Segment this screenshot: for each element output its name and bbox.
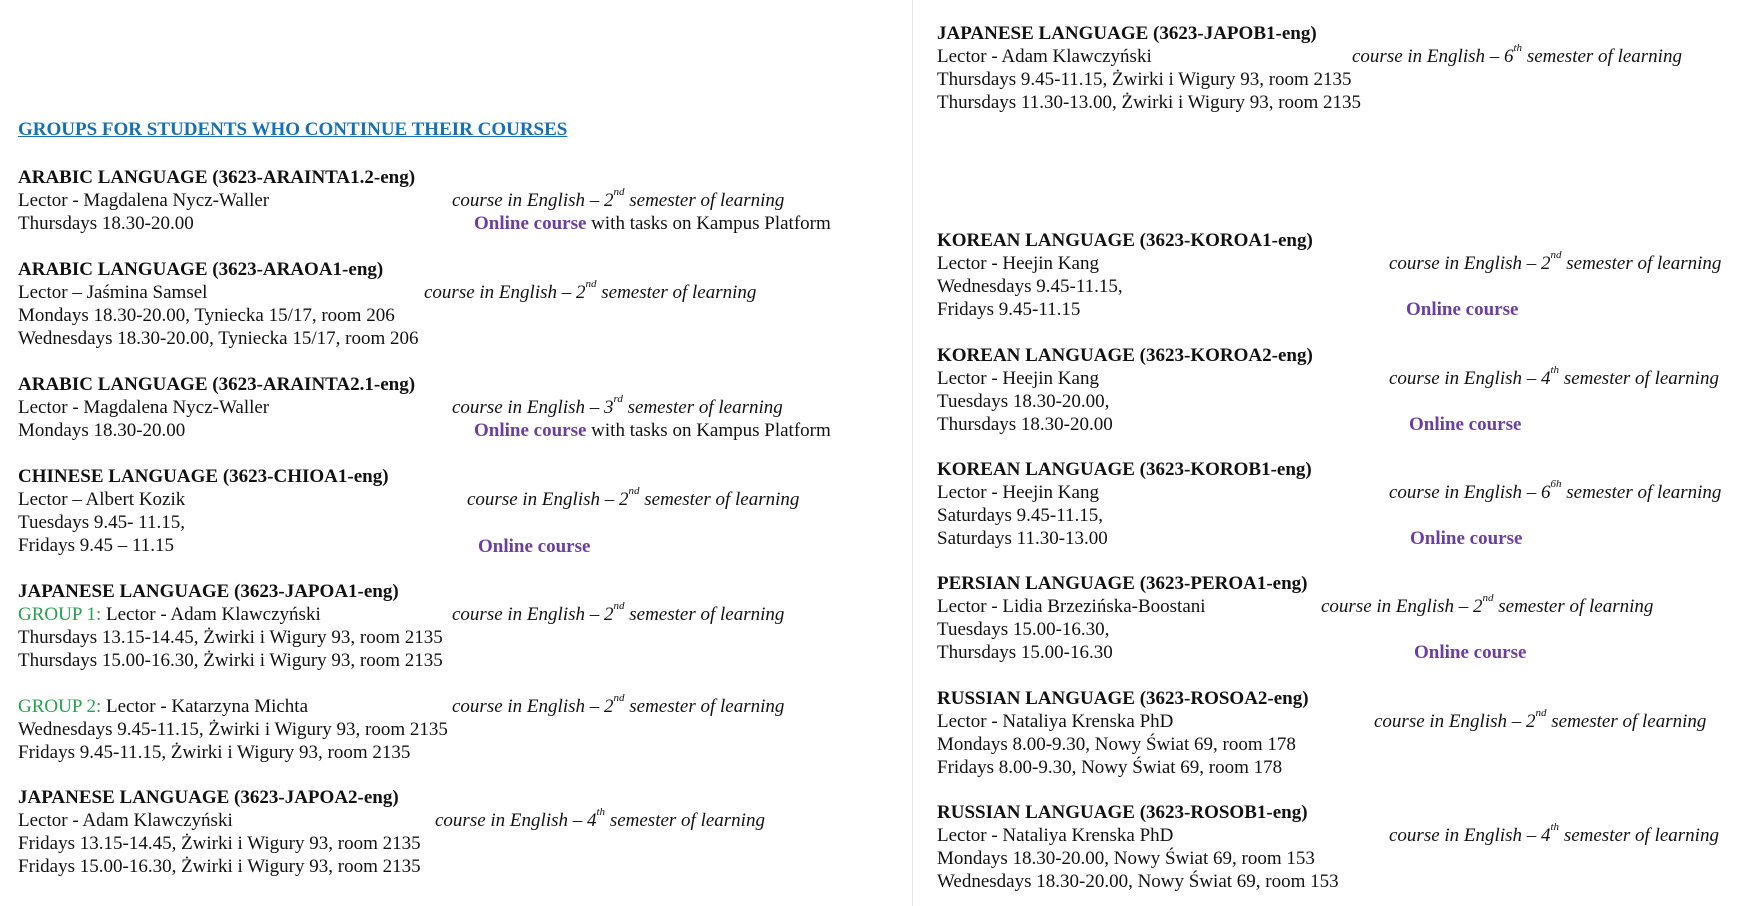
course-info: course in English – 6th semester of learning — [1352, 42, 1682, 67]
column-divider — [912, 0, 913, 906]
schedule-line: Fridays 9.45 – 11.15 — [18, 535, 175, 556]
schedule-line: Thursdays 9.45-11.15, Żwirki i Wigury 93, room 2135 — [937, 69, 1352, 90]
course-title: JAPANESE LANGUAGE (3623-JAPOA1-eng) — [18, 581, 399, 602]
course-title: KOREAN LANGUAGE (3623-KOROA2-eng) — [937, 345, 1313, 366]
course-info: course in English – 4th semester of learning — [1389, 821, 1719, 846]
course-info: course in English – 2nd semester of learning — [452, 692, 785, 717]
lector: Lector - Heejin Kang — [937, 368, 1099, 389]
lector: Lector – Albert Kozik — [18, 489, 186, 510]
lector: Lector - Magdalena Nycz-Waller — [18, 397, 270, 418]
group-2-lector: GROUP 2: Lector - Katarzyna Michta — [18, 696, 309, 717]
lector: Lector – Jaśmina Samsel — [18, 282, 208, 303]
schedule-line: Wednesdays 9.45-11.15, Żwirki i Wigury 93, room 2135 — [18, 719, 448, 740]
lector: Lector - Magdalena Nycz-Waller — [18, 190, 270, 211]
schedule-line: Mondays 8.00-9.30, Nowy Świat 69, room 178 — [937, 734, 1296, 755]
course-title: JAPANESE LANGUAGE (3623-JAPOA2-eng) — [18, 787, 399, 808]
schedule-line: Fridays 9.45-11.15, Żwirki i Wigury 93, room 2135 — [18, 742, 411, 763]
schedule-line: Wednesdays 18.30-20.00, Tyniecka 15/17, room 206 — [18, 328, 419, 349]
course-title: RUSSIAN LANGUAGE (3623-ROSOA2-eng) — [937, 688, 1309, 709]
schedule-line: Mondays 18.30-20.00 — [18, 420, 186, 441]
course-info: course in English – 2nd semester of learning — [1321, 592, 1654, 617]
course-title: JAPANESE LANGUAGE (3623-JAPOB1-eng) — [937, 23, 1317, 44]
schedule-line: Fridays 15.00-16.30, Żwirki i Wigury 93, room 2135 — [18, 856, 421, 877]
lector: Lector - Nataliya Krenska PhD — [937, 711, 1174, 732]
lector: Lector - Adam Klawczyński — [937, 46, 1152, 67]
schedule-line: Thursdays 13.15-14.45, Żwirki i Wigury 93, room 2135 — [18, 627, 443, 648]
course-title: KOREAN LANGUAGE (3623-KOROB1-eng) — [937, 459, 1312, 480]
course-info: course in English – 4th semester of learning — [435, 806, 765, 831]
course-info: course in English – 3rd semester of learning — [452, 393, 783, 418]
lector: Lector - Heejin Kang — [937, 253, 1099, 274]
course-title: CHINESE LANGUAGE (3623-CHIOA1-eng) — [18, 466, 389, 487]
online-note: Online course with tasks on Kampus Platform — [474, 420, 831, 441]
schedule-line: Thursdays 18.30-20.00 — [937, 414, 1113, 435]
lector: Lector - Adam Klawczyński — [18, 810, 233, 831]
course-title: ARABIC LANGUAGE (3623-ARAINTA2.1-eng) — [18, 374, 416, 395]
course-info: course in English – 4th semester of learning — [1389, 364, 1719, 389]
course-info: course in English – 2nd semester of learning — [467, 485, 800, 510]
online-note: Online course — [1410, 528, 1523, 549]
lector: Lector - Nataliya Krenska PhD — [937, 825, 1174, 846]
course-title: RUSSIAN LANGUAGE (3623-ROSOB1-eng) — [937, 802, 1308, 823]
schedule-line: Fridays 8.00-9.30, Nowy Świat 69, room 178 — [937, 757, 1283, 778]
course-info: course in English – $6^{6h}$ semester of learning — [1389, 478, 1722, 503]
schedule-line: Tuesdays 15.00-16.30, — [937, 619, 1110, 640]
course-info: course in English – 2nd semester of learning — [1374, 707, 1707, 732]
schedule-line: Fridays 9.45-11.15 — [937, 299, 1081, 320]
schedule-line: Wednesdays 18.30-20.00, Nowy Świat 69, room 153 — [937, 871, 1339, 892]
online-note: Online course — [478, 536, 591, 557]
schedule-line: Wednesdays 9.45-11.15, — [937, 276, 1123, 297]
online-note: Online course with tasks on Kampus Platform — [474, 213, 831, 234]
schedule-line: Mondays 18.30-20.00, Tyniecka 15/17, room 206 — [18, 305, 395, 326]
schedule-line: Tuesdays 18.30-20.00, — [937, 391, 1110, 412]
online-note: Online course — [1406, 299, 1519, 320]
schedule-line: Thursdays 11.30-13.00, Żwirki i Wigury 93, room 2135 — [937, 92, 1362, 113]
schedule-line: Mondays 18.30-20.00, Nowy Świat 69, room 153 — [937, 848, 1315, 869]
course-title: KOREAN LANGUAGE (3623-KOROA1-eng) — [937, 230, 1313, 251]
course-title: PERSIAN LANGUAGE (3623-PEROA1-eng) — [937, 573, 1308, 594]
schedule-line: Saturdays 9.45-11.15, — [937, 505, 1104, 526]
schedule-line: Tuesdays 9.45- 11.15, — [18, 512, 185, 533]
schedule-line: Thursdays 15.00-16.30, Żwirki i Wigury 93, room 2135 — [18, 650, 443, 671]
group-1-lector: GROUP 1: Lector - Adam Klawczyński — [18, 604, 321, 625]
section-heading: GROUPS FOR STUDENTS WHO CONTINUE THEIR COURSES — [18, 119, 568, 140]
schedule-line: Thursdays 15.00-16.30 — [937, 642, 1113, 663]
schedule-line: Saturdays 11.30-13.00 — [937, 528, 1108, 549]
course-info: course in English – 2nd semester of learning — [424, 278, 757, 303]
course-title: ARABIC LANGUAGE (3623-ARAINTA1.2-eng) — [18, 167, 416, 188]
course-info: course in English – 2nd semester of learning — [1389, 249, 1722, 274]
lector: Lector - Heejin Kang — [937, 482, 1099, 503]
online-note: Online course — [1409, 414, 1522, 435]
lector: Lector - Lidia Brzezińska-Boostani — [937, 596, 1206, 617]
course-title: ARABIC LANGUAGE (3623-ARAOA1-eng) — [18, 259, 384, 280]
course-info: course in English – 2nd semester of learning — [452, 600, 785, 625]
course-info: course in English – 2nd semester of learning — [452, 186, 785, 211]
online-note: Online course — [1414, 642, 1527, 663]
schedule-line: Thursdays 18.30-20.00 — [18, 213, 194, 234]
schedule-line: Fridays 13.15-14.45, Żwirki i Wigury 93, room 2135 — [18, 833, 421, 854]
